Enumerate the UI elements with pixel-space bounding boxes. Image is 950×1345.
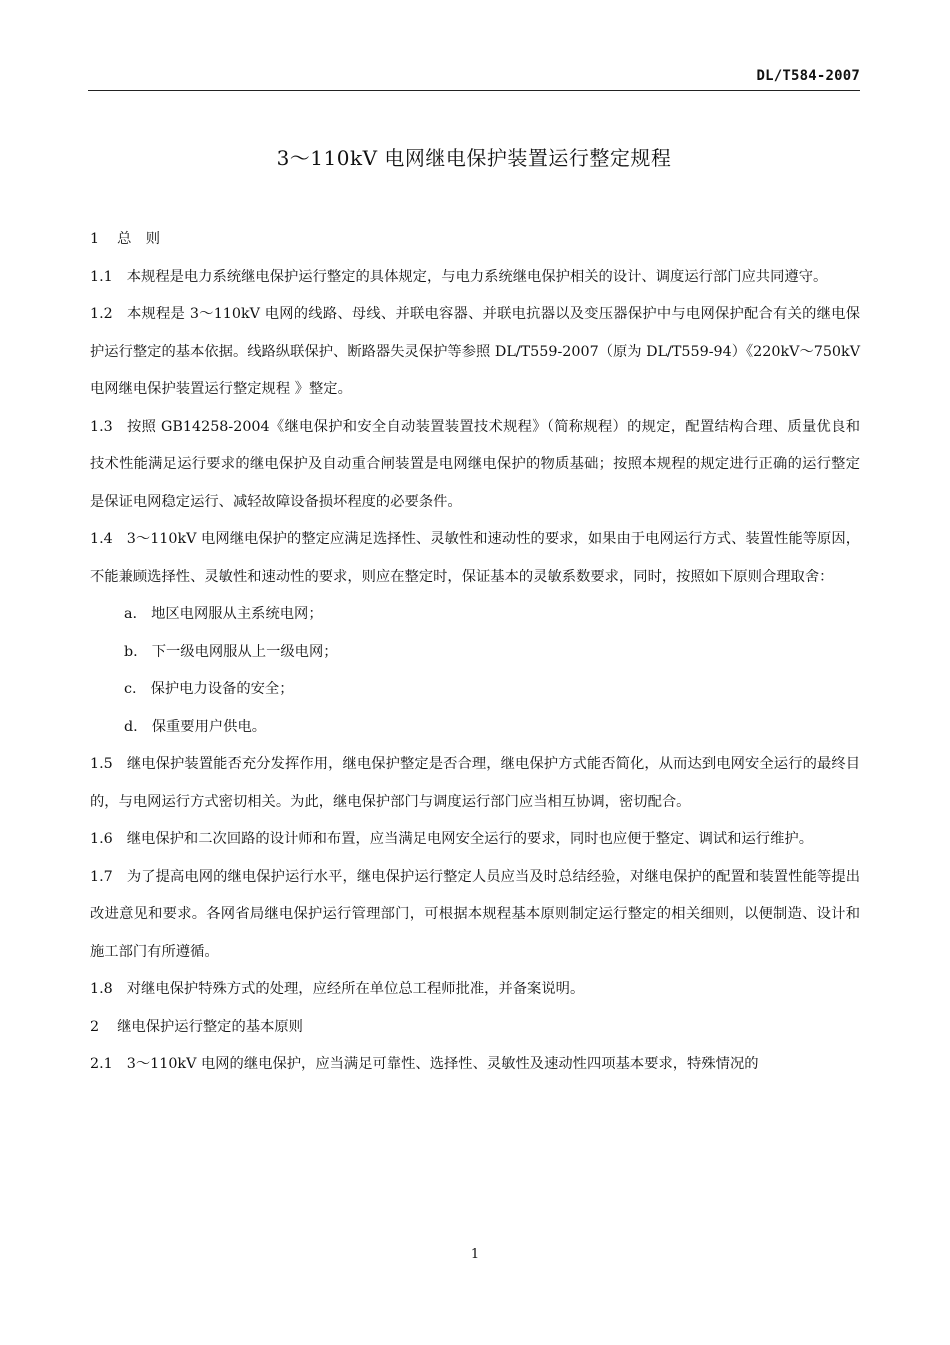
clause-2-1: 2.1 3～110kV 电网的继电保护，应当满足可靠性、选择性、灵敏性及速动性四项基本要求，特殊情况的 (90, 1056, 759, 1072)
document-body (90, 221, 860, 1084)
clause-1-4: 1.4 3～110kV 电网继电保护的整定应满足选择性、灵敏性和速动性的要求，如果由于电网运行方式、装置性能等原因，不能兼顾选择性、灵敏性和速动性的要求，则应在整定时，保证基本的灵敏系数要求，同时，按照如下原则合理取舍： (90, 531, 860, 585)
clause-1-6: 1.6 继电保护和二次回路的设计师和布置，应当满足电网安全运行的要求，同时也应便于整定、调试和运行维护。 (90, 831, 813, 847)
page-number: 1 (470, 1247, 480, 1262)
list-item: a. 地区电网服从主系统电网； (124, 606, 323, 622)
clause-1-7: 1.7 为了提高电网的继电保护运行水平，继电保护运行整定人员应当及时总结经验，对继电保护的配置和装置性能等提出改进意见和要求。各网省局继电保护运行管理部门，可根据本规程基本原则制定运行整定的相关细则，以便制造、设计和施工部门有所遵循。 (90, 868, 860, 960)
clause-1-1: 1.1 本规程是电力系统继电保护运行整定的具体规定，与电力系统继电保护相关的设计、调度运行部门应共同遵守。 (90, 268, 828, 285)
clause-1-3: 1.3 按照 GB14258-2004《继电保护和安全自动装置装置技术规程》（简称规程）的规定，配置结构合理、质量优良和技术性能满足运行要求的继电保护及自动重合闸装置是电网继电保护的物质基础；按照本规程的规定进行正确的运行整定是保证电网稳定运行、减轻故障设备损坏程度的必要条件。 (90, 418, 860, 510)
header-divider (88, 90, 860, 91)
list-item: d. 保重要用户供电。 (124, 718, 267, 735)
list-item: c. 保护电力设备的安全； (124, 681, 294, 697)
document-code: DL/T584-2007 (756, 68, 860, 84)
clause-1-2: 1.2 本规程是 3～110kV 电网的线路、母线、并联电容器、并联电抗器以及变压器保护中与电网保护配合有关的继电保护运行整定的基本依据。线路纵联保护、断路器失灵保护等参照 DL/T559-2007（原为 DL/T559-94）《220kV～750kV 电网继电保护装置运行整定规程 》整定。 (90, 306, 861, 397)
clause-1-8: 1.8 对继电保护特殊方式的处理，应经所在单位总工程师批准，并备案说明。 (90, 981, 585, 997)
section-heading-1: 1 总 则 (90, 231, 160, 247)
section-heading-2: 2 继电保护运行整定的基本原则 (90, 1018, 303, 1035)
clause-1-5: 1.5 继电保护装置能否充分发挥作用，继电保护整定是否合理，继电保护方式能否简化，从而达到电网安全运行的最终目的，与电网运行方式密切相关。为此，继电保护部门与调度运行部门应当相互协调，密切配合。 (90, 756, 860, 810)
list-item: b. 下一级电网服从上一级电网； (124, 643, 338, 660)
document-title: 3～110kV 电网继电保护装置运行整定规程 (276, 146, 672, 170)
